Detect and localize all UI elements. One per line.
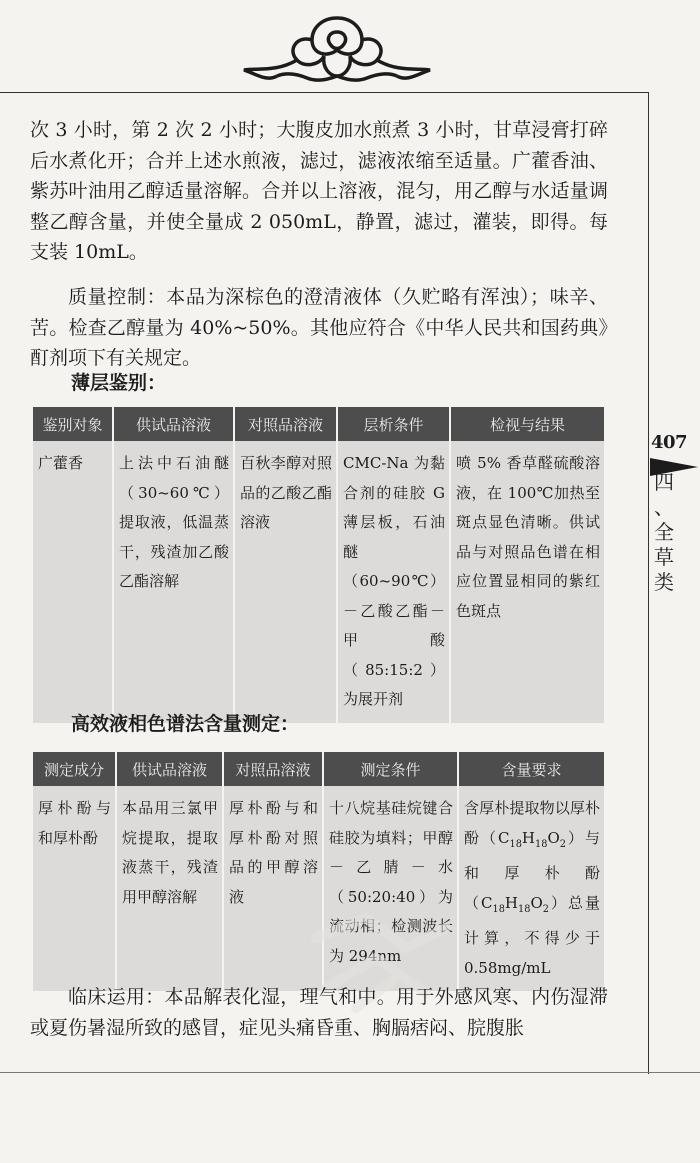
table-cell: 十八烷基硅烷键合硅胶为填料；甲醇－乙腈－水（50:20:40）为流动相；检测波长为 294nm [323,786,458,991]
tlc-identification-table [33,407,604,723]
chapter-label-char: 全 [654,520,674,544]
table-cell: 百秋李醇对照品的乙酸乙酯溶液 [234,441,337,723]
page-number: 407 [651,432,688,453]
column-header: 层析条件 [337,407,450,441]
table-cell: 广藿香 [33,441,113,723]
subscript: 2 [559,838,566,850]
column-header: 测定成分 [33,752,116,786]
side-rule [648,92,649,1074]
column-header: 对照品溶液 [234,407,337,441]
requirement-text: H [521,828,536,847]
quality-control-paragraph: 质量控制：本品为深棕色的澄清液体（久贮略有浑浊）；味辛、苦。检查乙醇量为 40%~50%。其他应符合《中华人民共和国药典》酊剂项下有关规定。 [30,286,608,369]
table-cell: 本品用三氯甲烷提取，提取液蒸干，残渣用甲醇溶解 [116,786,223,991]
requirement-text: H [504,893,519,912]
table-cell: 喷 5% 香草醛硫酸溶液，在 100℃加热至斑点显色清晰。供试品与对照品色谱在相应位置显相同的紫红色斑点 [450,441,604,723]
requirement-text: ）与和厚朴酚（C [464,828,600,912]
requirement-text: ）总量计算，不得少于 0.58mg/mL [464,893,600,977]
chapter-label-char: 草 [654,545,674,569]
subscript: 18 [518,903,531,915]
subscript: 18 [509,838,522,850]
requirement-text: O [530,893,543,912]
column-header: 供试品溶液 [116,752,223,786]
content-requirement-cell [458,786,604,991]
chapter-label-char: 类 [654,570,674,594]
table-cell: 厚朴酚与和厚朴酚 [33,786,116,991]
chapter-label [650,470,678,595]
header-rule [0,92,648,93]
table-cell: 上法中石油醚（30~60℃）提取液，低温蒸干，残渣加乙酸乙酯溶解 [113,441,234,723]
requirement-text: 含厚朴提取物以厚朴酚（C [464,799,600,847]
column-header: 检视与结果 [450,407,604,441]
chapter-label-char: 四 [654,470,674,494]
column-header: 测定条件 [323,752,458,786]
requirement-text: O [547,828,560,847]
table-row [33,441,604,723]
column-header: 对照品溶液 [223,752,323,786]
subscript: 18 [492,903,505,915]
column-header: 供试品溶液 [113,407,234,441]
hplc-heading: 高效液相色谱法含量测定： [71,713,300,735]
column-header: 鉴别对象 [33,407,113,441]
preparation-paragraph: 次 3 小时，第 2 次 2 小时；大腹皮加水煎煮 3 小时，甘草浸膏打碎后水煮化开；合并上述水煎液，滤过，滤液浓缩至适量。广藿香油、紫苏叶油用乙醇适量溶解。合并以上溶液，混匀，用乙醇与水适量调整乙醇含量，并使全量成 2 050mL，静置，滤过，灌装，即得。每支装 10mL。 [30,119,608,263]
column-header: 含量要求 [458,752,604,786]
table-cell: 厚朴酚与和厚朴酚对照品的甲醇溶液 [223,786,323,991]
decorative-knot-ornament-icon [232,10,442,90]
table-cell: CMC-Na 为黏合剂的硅胶 G 薄层板，石油醚（60~90℃）－乙酸乙酯－甲酸（85:15:2）为展开剂 [337,441,450,723]
subscript: 18 [535,838,548,850]
bottom-rule [0,1072,700,1073]
table-header-row [33,407,604,441]
tlc-heading: 薄层鉴别： [71,372,167,394]
chapter-label-char: 、 [654,495,674,519]
table-header-row [33,752,604,786]
clinical-use-paragraph: 临床运用：本品解表化湿，理气和中。用于外感风寒、内伤湿滞或夏伤暑湿所致的感冒，症见头痛昏重、胸膈痞闷、脘腹胀 [30,986,608,1039]
subscript: 2 [542,903,549,915]
